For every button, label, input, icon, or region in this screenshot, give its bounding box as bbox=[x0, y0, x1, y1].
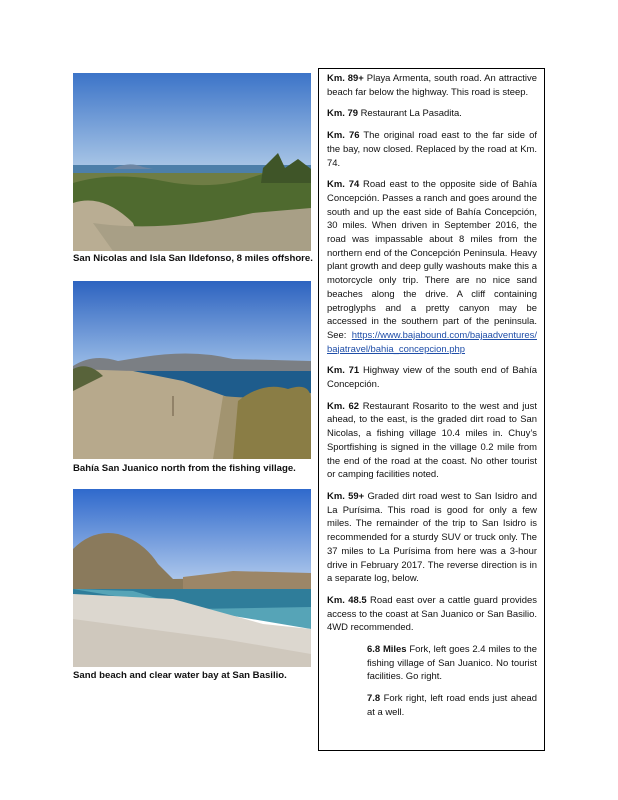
log-entry bbox=[327, 129, 537, 170]
km-marker: Km. 62 bbox=[327, 400, 360, 412]
log-entry bbox=[327, 490, 537, 586]
entry-text: Restaurant La Pasadita. bbox=[357, 108, 462, 120]
entry-text: Graded dirt road west to San Isidro and La Purísima. This road is good for only a few miles. The remainder of the trip to San Isidro is recommended for a sturdy SUV or truck only. The 37 miles to La Purísima from here was a 3-hour drive in February 2017. The reverse direction is in a separate log, below. bbox=[327, 490, 537, 585]
photo-caption: Bahía San Juanico north from the fishing village. bbox=[73, 463, 296, 474]
log-entry bbox=[327, 72, 537, 99]
log-entry bbox=[327, 400, 537, 482]
mile-marker: 6.8 Miles bbox=[367, 644, 407, 656]
entry-text: Road east over a cattle guard provides access to the coast at San Juanico or San Basilio. 4WD recommended. bbox=[327, 594, 537, 634]
entry-text: Fork right, left road ends just ahead at a well. bbox=[367, 693, 537, 718]
log-entry bbox=[327, 178, 537, 356]
entry-text: Fork, left goes 2.4 miles to the fishing village of San Juanico. No tourist facilities. Go right. bbox=[367, 644, 537, 683]
log-sub-entry bbox=[367, 643, 537, 684]
log-sub-entry bbox=[367, 692, 537, 719]
photo-caption: Sand beach and clear water bay at San Basilio. bbox=[73, 670, 287, 681]
photo-bahia-san-juanico bbox=[73, 281, 311, 459]
km-marker: Km. 48.5 bbox=[327, 594, 367, 606]
entry-text: Restaurant Rosarito to the west and just ahead, to the east, is the graded dirt road to San Nicolas, a fishing village 10.4 miles in. Chuy’s Sportfishing is signed in the village 0.2 mile from the end of the road at the coast. No other tourist or camping facilities noted. bbox=[327, 400, 537, 481]
entry-text: Road east to the opposite side of Bahía Concepción. Passes a ranch and goes around the south and up the east side of Bahía Concepción, 30 miles. When driven in September 2016, the road was impassable about 8 miles from the northern end of the Concepción Peninsula. Heavy plant growth and deep gully washouts make this a motorcycle only trip. There are no nice sand beaches along the drive. A cliff containing petroglyphs and a pretty canyon may be accessed in the southern part of the peninsula. See: bbox=[327, 179, 537, 341]
entry-text: Highway view of the south end of Bahía Concepción. bbox=[327, 365, 538, 391]
log-entry bbox=[327, 364, 537, 391]
bahia-concepcion-link[interactable]: https://www.bajabound.com/bajaadventures/bajatravel/bahia_concepcion.php bbox=[327, 329, 537, 355]
entry-text: Playa Armenta, south road. An attractive beach far below the highway. This road is steep. bbox=[327, 73, 537, 98]
km-marker: Km. 74 bbox=[327, 179, 360, 191]
photo-san-basilio bbox=[73, 489, 311, 667]
photo-caption: San Nicolas and Isla San Ildefonso, 8 miles offshore. bbox=[73, 253, 313, 264]
entry-text: The original road east to the far side of the bay, now closed. Replaced by the road at Km. 74. bbox=[327, 130, 537, 169]
photo-san-nicolas bbox=[73, 73, 311, 251]
log-entry bbox=[327, 594, 537, 635]
km-marker: Km. 71 bbox=[327, 365, 360, 377]
log-entry bbox=[327, 107, 537, 121]
road-log-box bbox=[318, 68, 545, 751]
km-marker: Km. 59+ bbox=[327, 490, 365, 502]
km-marker: Km. 76 bbox=[327, 130, 360, 142]
mile-marker: 7.8 bbox=[367, 693, 381, 705]
km-marker: Km. 79 bbox=[327, 108, 358, 120]
km-marker: Km. 89+ bbox=[327, 73, 364, 84]
